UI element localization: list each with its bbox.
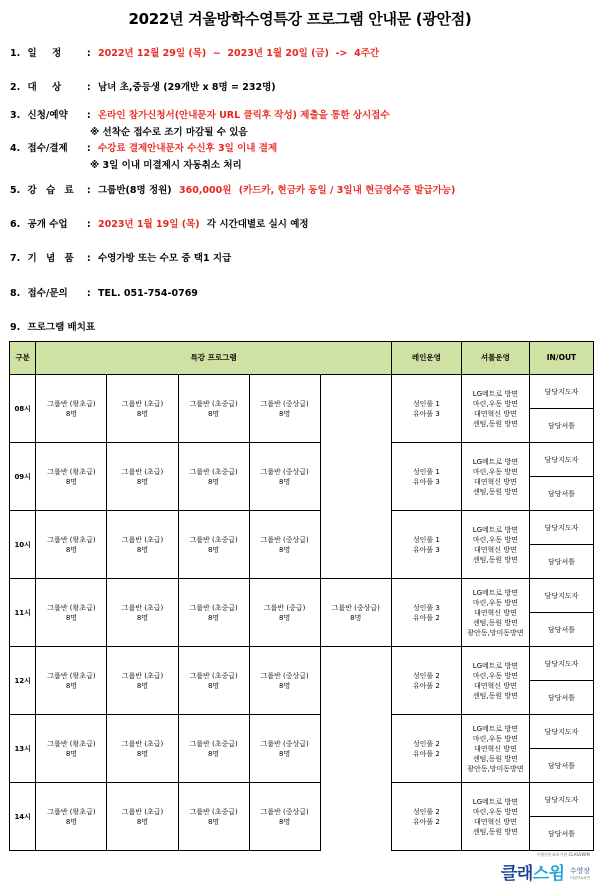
- class-cell: 그룹반 (초중급) 8명: [178, 715, 249, 783]
- shuttle-cell: LG메트로 방면 마린,우동 방면 대연혁신 방면 센텀,동원 방면: [461, 783, 529, 851]
- class-cell: 그룹반 (왕초급) 8명: [36, 647, 107, 715]
- info-target: 2. 대 상 : 남녀 초,중등생 (29개반 x 8명 = 232명): [10, 82, 276, 93]
- shuttle-cell: LG메트로 방면 마린,우동 방면 대연혁신 방면 센텀,동원 방면: [461, 375, 529, 443]
- info-period: 1. 일 정 : 2022년 12월 29일 (목) ~ 2023년 1월 20일 (금) -> 4주간: [10, 48, 380, 59]
- class-cell: 그룹반 (왕초급) 8명: [36, 511, 107, 579]
- table-row: [10, 783, 594, 817]
- class-cell: [320, 783, 391, 851]
- table-row: [10, 715, 594, 749]
- out-cell: 담당셔틀: [529, 613, 593, 647]
- header-lane: 레인운영: [391, 342, 461, 375]
- row-time: 11시: [10, 579, 36, 647]
- lane-cell: 성인풀 1 유아풀 3: [391, 511, 461, 579]
- header-program: 특강 프로그램: [36, 342, 391, 375]
- class-cell: 그룹반 (초급) 8명: [107, 375, 178, 443]
- shuttle-cell: LG메트로 방면 마린,우동 방면 대연혁신 방면 센텀,동원 방면 광안동,망미동방면: [461, 715, 529, 783]
- class-cell: 그룹반 (중상급) 8명: [249, 443, 320, 511]
- page-title: 2022년 겨울방학수영특강 프로그램 안내문 (광안점): [128, 10, 472, 28]
- shuttle-cell: LG메트로 방면 마린,우동 방면 대연혁신 방면 센텀,동원 방면: [461, 443, 529, 511]
- out-cell: 담당셔틀: [529, 681, 593, 715]
- class-cell: 그룹반 (초중급) 8명: [178, 783, 249, 851]
- lane-cell: 성인풀 3 유아풀 2: [391, 579, 461, 647]
- schedule-table: [9, 341, 594, 851]
- lane-cell: 성인풀 2 유아풀 2: [391, 647, 461, 715]
- class-cell: 그룹반 (초중급) 8명: [178, 647, 249, 715]
- in-cell: 담당지도자: [529, 579, 593, 613]
- lane-cell: 성인풀 2 유아풀 2: [391, 715, 461, 783]
- out-cell: 담당셔틀: [529, 545, 593, 579]
- class-cell: 그룹반 (중상급) 8명: [249, 715, 320, 783]
- class-cell: 그룹반 (중상급) 8명: [249, 511, 320, 579]
- class-cell: 그룹반 (초급) 8명: [107, 715, 178, 783]
- class-cell: 그룹반 (왕초급) 8명: [36, 715, 107, 783]
- info-schedule-heading: 9. 프로그램 배치표: [10, 322, 96, 333]
- class-cell: 그룹반 (왕초급) 8명: [36, 783, 107, 851]
- class-cell: 그룹반 (왕초급) 8명: [36, 579, 107, 647]
- class-cell: [320, 511, 391, 579]
- class-cell: 그룹반 (중상급) 8명: [249, 375, 320, 443]
- header-inout: IN/OUT: [529, 342, 593, 375]
- table-row: [10, 511, 594, 545]
- info-fee: 5. 강 습 료 : 그룹반(8명 정원) 360,000원 (카드카, 현금카 동일 / 3일내 현금영수증 발급가능): [10, 185, 456, 196]
- row-time: 08시: [10, 375, 36, 443]
- class-cell: 그룹반 (왕초급) 8명: [36, 375, 107, 443]
- in-cell: 담당지도자: [529, 715, 593, 749]
- info-contact: 8. 접수/문의 : TEL. 051-754-0769: [10, 288, 198, 299]
- class-cell: 그룹반 (초급) 8명: [107, 511, 178, 579]
- out-cell: 담당셔틀: [529, 817, 593, 851]
- row-time: 09시: [10, 443, 36, 511]
- class-cell: 그룹반 (초중급) 8명: [178, 443, 249, 511]
- in-cell: 담당지도자: [529, 511, 593, 545]
- class-cell: [320, 715, 391, 783]
- class-cell: [320, 443, 391, 511]
- row-time: 13시: [10, 715, 36, 783]
- class-cell: 그룹반 (초중급) 8명: [178, 511, 249, 579]
- class-cell: 그룹반 (초급) 8명: [107, 647, 178, 715]
- info-apply-note: ※ 선착순 접수로 조기 마감될 수 있음: [90, 127, 248, 138]
- lane-cell: 성인풀 2 유아풀 2: [391, 783, 461, 851]
- row-time: 10시: [10, 511, 36, 579]
- info-payment: 4. 접수/결제 : 수강료 결제안내문자 수신후 3일 이내 결제: [10, 143, 278, 154]
- in-cell: 담당지도자: [529, 647, 593, 681]
- info-gift: 7. 기 념 품 : 수영가방 또는 수모 중 택1 지급: [10, 253, 232, 264]
- table-row: [10, 647, 594, 681]
- class-cell: 그룹반 (초중급) 8명: [178, 579, 249, 647]
- table-row: [10, 443, 594, 477]
- info-apply: 3. 신청/예약 : 온라인 참가신청서(안내문자 URL 클릭후 작성) 제출을 통한 상시접수: [10, 110, 390, 121]
- out-cell: 담당셔틀: [529, 477, 593, 511]
- shuttle-cell: LG메트로 방면 마린,우동 방면 대연혁신 방면 센텀,동원 방면: [461, 511, 529, 579]
- out-cell: 담당셔틀: [529, 409, 593, 443]
- class-cell: 그룹반 (중상급) 8명: [249, 647, 320, 715]
- class-cell: 그룹반 (중상급) 8명: [320, 579, 391, 647]
- classwim-logo: 수영전문교육기관 CLASSWIM 클래스윔 수영장 어린이&성인: [500, 852, 590, 884]
- class-cell: 그룹반 (초급) 8명: [107, 783, 178, 851]
- class-cell: 그룹반 (초급) 8명: [107, 443, 178, 511]
- info-open-class: 6. 공개 수업 : 2023년 1월 19일 (목) 각 시간대별로 실시 예정: [10, 219, 309, 230]
- class-cell: 그룹반 (초급) 8명: [107, 579, 178, 647]
- row-time: 12시: [10, 647, 36, 715]
- in-cell: 담당지도자: [529, 443, 593, 477]
- class-cell: 그룹반 (중상급) 8명: [249, 783, 320, 851]
- table-header-row: [10, 342, 594, 375]
- lane-cell: 성인풀 1 유아풀 3: [391, 443, 461, 511]
- lane-cell: 성인풀 1 유아풀 3: [391, 375, 461, 443]
- class-cell: 그룹반 (중급) 8명: [249, 579, 320, 647]
- shuttle-cell: LG메트로 방면 마린,우동 방면 대연혁신 방면 센텀,동원 방면 광안동,망미동방면: [461, 579, 529, 647]
- in-cell: 담당지도자: [529, 783, 593, 817]
- table-row: [10, 375, 594, 409]
- class-cell: [320, 375, 391, 443]
- class-cell: 그룹반 (초중급) 8명: [178, 375, 249, 443]
- row-time: 14시: [10, 783, 36, 851]
- header-time: 구분: [10, 342, 36, 375]
- table-row: [10, 579, 594, 613]
- header-shuttle: 셔틀운영: [461, 342, 529, 375]
- shuttle-cell: LG메트로 방면 마린,우동 방면 대연혁신 방면 센텀,동원 방면: [461, 647, 529, 715]
- info-payment-note: ※ 3일 이내 미결제시 자동취소 처리: [90, 160, 242, 171]
- out-cell: 담당셔틀: [529, 749, 593, 783]
- class-cell: 그룹반 (왕초급) 8명: [36, 443, 107, 511]
- class-cell: [320, 647, 391, 715]
- in-cell: 담당지도자: [529, 375, 593, 409]
